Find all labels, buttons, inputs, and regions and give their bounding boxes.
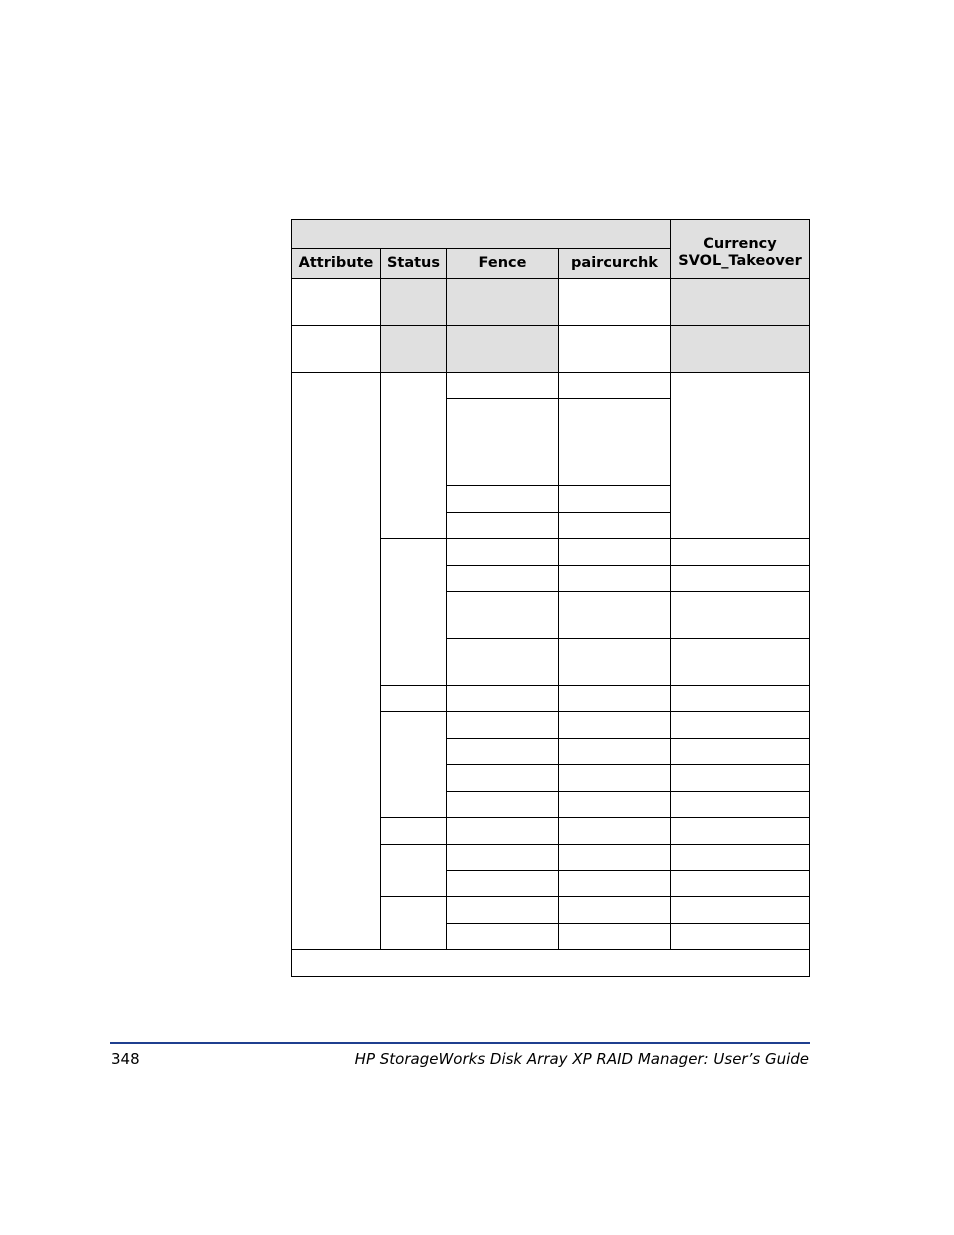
table-cell — [446, 764, 559, 792]
table-cell — [558, 565, 671, 592]
table-cell — [558, 591, 671, 639]
table-cell — [670, 325, 810, 373]
table-cell — [380, 538, 447, 686]
table-cell — [446, 844, 559, 871]
table-cell — [558, 638, 671, 686]
table-cell — [670, 372, 810, 539]
table-cell — [670, 538, 810, 566]
table-cell — [380, 817, 447, 845]
table-cell — [670, 923, 810, 950]
table-cell — [446, 538, 559, 566]
table-cell — [380, 711, 447, 818]
table-cell — [558, 764, 671, 792]
table-cell — [380, 896, 447, 950]
header-currency-svol-takeover: Currency SVOL_Takeover — [670, 219, 810, 279]
table-cell — [380, 325, 447, 373]
status-table — [291, 219, 810, 977]
table-cell — [446, 896, 559, 924]
table-cell — [670, 685, 810, 712]
table-cell — [558, 325, 671, 373]
table-cell — [670, 896, 810, 924]
table-cell — [446, 565, 559, 592]
header-fence: Fence — [446, 248, 559, 279]
header-status: Status — [380, 248, 447, 279]
table-cell — [670, 591, 810, 639]
table-cell — [558, 372, 671, 399]
table-cell — [670, 817, 810, 845]
table-cell — [446, 870, 559, 897]
table-cell — [380, 372, 447, 539]
table-cell — [670, 738, 810, 765]
table-cell — [558, 278, 671, 326]
table-title-bar — [291, 219, 671, 249]
table-cell — [446, 591, 559, 639]
table-cell — [446, 738, 559, 765]
table-cell — [291, 278, 381, 326]
table-cell — [380, 685, 447, 712]
table-cell — [446, 325, 559, 373]
table-cell — [558, 870, 671, 897]
page-number: 348 — [111, 1050, 140, 1068]
footer-divider — [110, 1042, 810, 1044]
table-cell — [558, 923, 671, 950]
table-cell — [670, 638, 810, 686]
guide-title: HP StorageWorks Disk Array XP RAID Manager: User’s Guide — [354, 1050, 809, 1068]
table-cell — [380, 278, 447, 326]
table-cell — [558, 738, 671, 765]
table-cell — [446, 512, 559, 539]
table-cell — [558, 711, 671, 739]
table-cell — [380, 844, 447, 897]
table-cell — [446, 372, 559, 399]
table-cell — [558, 844, 671, 871]
table-cell — [670, 870, 810, 897]
table-cell — [670, 844, 810, 871]
header-attribute: Attribute — [291, 248, 381, 279]
table-cell — [446, 923, 559, 950]
table-cell — [558, 685, 671, 712]
table-footer-row — [291, 949, 810, 977]
table-cell — [558, 817, 671, 845]
table-cell — [558, 398, 671, 486]
table-cell — [446, 711, 559, 739]
table-cell — [558, 538, 671, 566]
table-cell — [446, 817, 559, 845]
table-cell — [670, 711, 810, 739]
table-cell — [558, 896, 671, 924]
table-cell — [558, 485, 671, 513]
table-cell — [670, 791, 810, 818]
table-cell — [558, 791, 671, 818]
table-cell — [558, 512, 671, 539]
table-cell — [670, 278, 810, 326]
table-cell — [291, 372, 381, 950]
table-cell — [670, 764, 810, 792]
table-cell — [446, 685, 559, 712]
table-cell — [670, 565, 810, 592]
table-cell — [446, 638, 559, 686]
table-cell — [446, 485, 559, 513]
table-cell — [446, 278, 559, 326]
table-cell — [446, 398, 559, 486]
header-paircurchk: paircurchk — [558, 248, 671, 279]
table-cell — [446, 791, 559, 818]
table-cell — [291, 325, 381, 373]
